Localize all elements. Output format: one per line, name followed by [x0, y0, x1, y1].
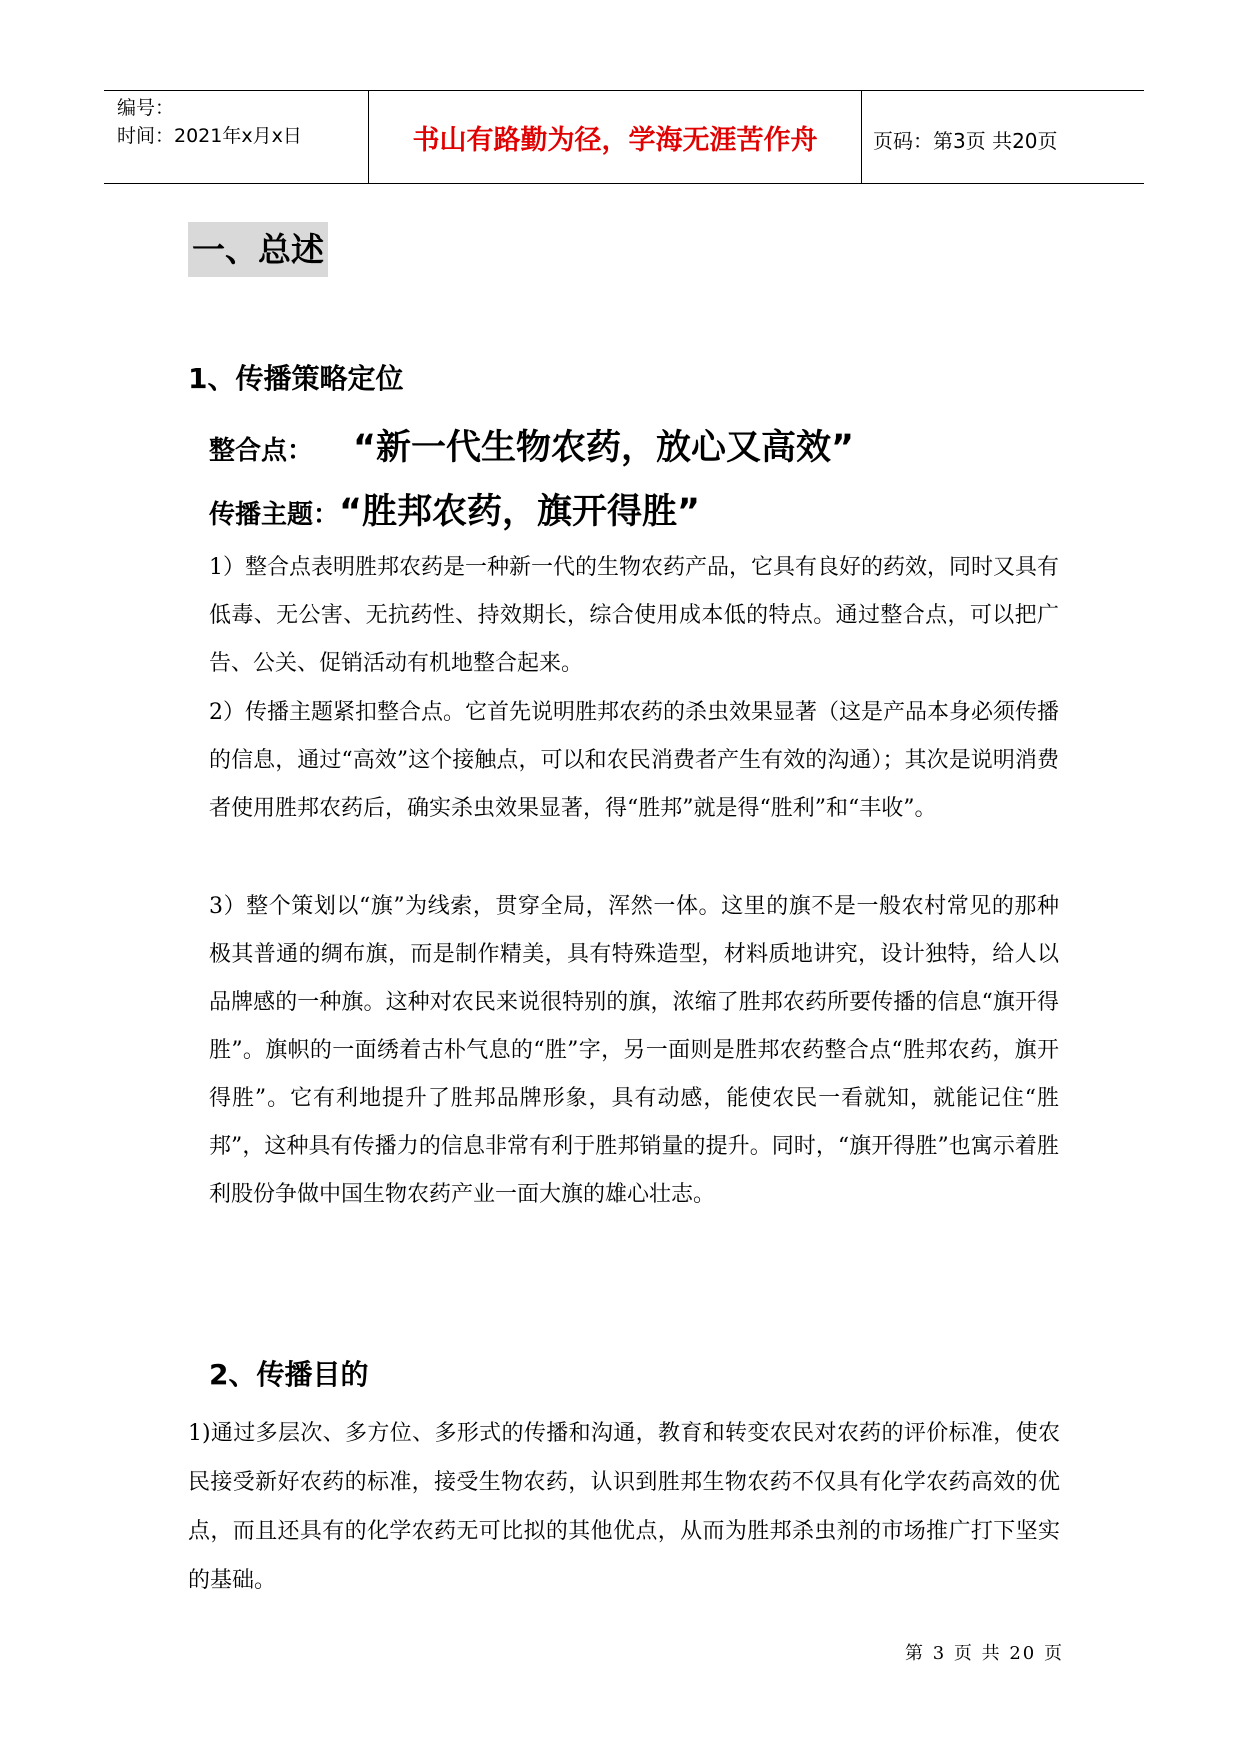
part2-title: 2、传播目的	[209, 1358, 369, 1391]
integration-label: 整合点：	[209, 436, 314, 466]
paragraph-4: 1)通过多层次、多方位、多形式的传播和沟通，教育和转变农民对农药的评价标准，使农民接受新好农药的标准，接受生物农药，认识到胜邦生物农药不仅具有化学农药高效的优点，而且还具有的化学农药无可比拟的其他优点，从而为胜邦杀虫剂的市场推广打下坚实的基础。	[188, 1421, 1060, 1593]
header-divider-right	[861, 90, 862, 183]
header-divider-left	[368, 90, 369, 183]
header-top-rule	[104, 90, 1144, 91]
integration-text: “新一代生物农药，放心又高效”	[353, 428, 855, 468]
footer-page-number: 第 3 页 共 20 页	[905, 1643, 1064, 1664]
section-title: 一、总述	[188, 222, 328, 277]
header-time-label: 时间：2021年x月x日	[117, 125, 302, 147]
theme-line	[209, 484, 700, 534]
part1-title: 1、传播策略定位	[188, 362, 404, 395]
header-meta	[117, 94, 302, 150]
header-bottom-rule	[104, 183, 1144, 184]
header-number-label: 编号：	[117, 97, 175, 119]
paragraph-2: 2）传播主题紧扣整合点。它首先说明胜邦农药的杀虫效果显著（这是产品本身必须传播的信息，通过“高效”这个接触点，可以和农民消费者产生有效的沟通）；其次是说明消费者使用胜邦农药后，确实杀虫效果显著，得“胜邦”就是得“胜利”和“丰收”。	[209, 700, 1059, 821]
theme-label: 传播主题：	[209, 500, 340, 530]
header-page-label: 页码：第3页 共20页	[873, 129, 1058, 153]
integration-point	[209, 420, 854, 470]
theme-text: “胜邦农药，旗开得胜”	[339, 492, 701, 532]
paragraph-3: 3）整个策划以“旗”为线索，贯穿全局，浑然一体。这里的旗不是一般农村常见的那种极其普通的绸布旗，而是制作精美，具有特殊造型，材料质地讲究，设计独特，给人以品牌感的一种旗。这种对农民来说很特别的旗，浓缩了胜邦农药所要传播的信息“旗开得胜”。旗帜的一面绣着古朴气息的“胜”字，另一面则是胜邦农药整合点“胜邦农药，旗开得胜”。它有利地提升了胜邦品牌形象，具有动感，能使农民一看就知，就能记住“胜邦”，这种具有传播力的信息非常有利于胜邦销量的提升。同时，“旗开得胜”也寓示着胜利股份争做中国生物农药产业一面大旗的雄心壮志。	[209, 894, 1059, 1207]
paragraph-1: 1）整合点表明胜邦农药是一种新一代的生物农药产品，它具有良好的药效，同时又具有低毒、无公害、无抗药性、持效期长，综合使用成本低的特点。通过整合点，可以把广告、公关、促销活动有机地整合起来。	[209, 555, 1059, 676]
header-motto: 书山有路勤为径，学海无涯苦作舟	[412, 125, 818, 156]
